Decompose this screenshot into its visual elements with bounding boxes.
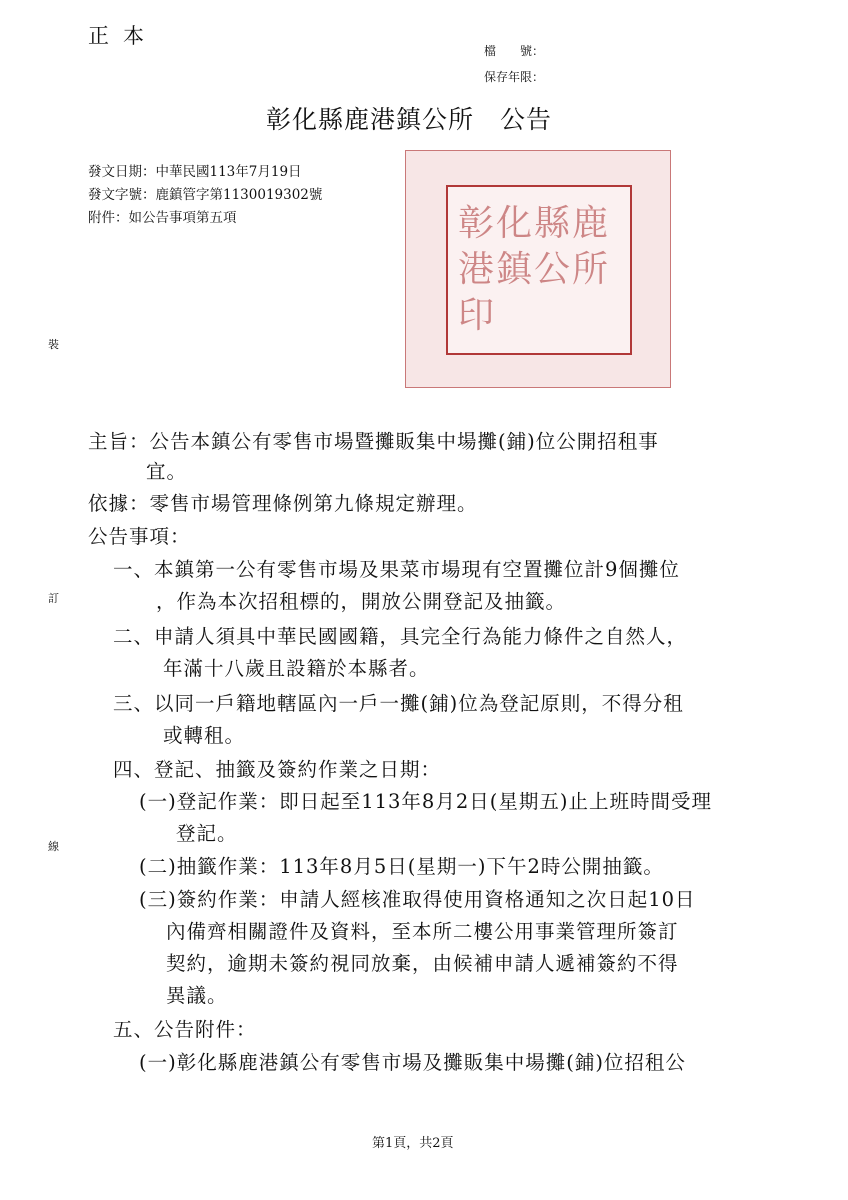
page-title: 彰化縣鹿港鎮公所 公告	[266, 105, 553, 134]
seal-border	[446, 185, 632, 355]
doc-number: 發文字號：鹿鎮管字第1130019302號	[88, 187, 323, 203]
item4-heading: 四、登記、抽籤及簽約作業之日期：	[113, 758, 442, 781]
subject-line-1: 主旨：公告本鎮公有零售市場暨攤販集中場攤(鋪)位公開招租事	[88, 430, 659, 453]
item4a-line-2: 登記。	[176, 822, 238, 845]
binding-mark-ding: 訂	[48, 592, 59, 605]
file-number-label: 檔 號：	[484, 44, 545, 58]
page-number: 第1頁，共2頁	[372, 1136, 454, 1151]
subject-line-2: 宜。	[146, 460, 188, 483]
item3-line-2: 或轉租。	[163, 724, 246, 747]
official-seal	[405, 150, 671, 388]
binding-mark-xian: 線	[48, 840, 59, 853]
item4c-line-4: 異議。	[166, 984, 228, 1007]
item4c-line-3: 契約，逾期未簽約視同放棄，由候補申請人遞補簽約不得	[166, 952, 679, 975]
item5a-line: (一)彰化縣鹿港鎮公有零售市場及攤販集中場攤(鋪)位招租公	[139, 1051, 686, 1074]
attachment-note: 附件：如公告事項第五項	[88, 210, 237, 226]
item1-line-1: 一、本鎮第一公有零售市場及果菜市場現有空置攤位計9個攤位	[113, 558, 680, 581]
item3-line-1: 三、以同一戶籍地轄區內一戶一攤(鋪)位為登記原則，不得分租	[113, 692, 684, 715]
item4b-line: (二)抽籤作業：113年8月5日(星期一)下午2時公開抽籤。	[139, 855, 664, 878]
retention-label: 保存年限：	[484, 70, 545, 84]
issue-date: 發文日期：中華民國113年7月19日	[88, 164, 302, 180]
copy-mark: 正本	[88, 24, 158, 48]
item5-heading: 五、公告附件：	[113, 1018, 257, 1041]
item4c-line-1: (三)簽約作業：申請人經核准取得使用資格通知之次日起10日	[139, 888, 696, 911]
binding-mark-zhuang: 裝	[48, 338, 59, 351]
item4c-line-2: 內備齊相關證件及資料，至本所二樓公用事業管理所簽訂	[166, 920, 679, 943]
basis-line: 依據：零售市場管理條例第九條規定辦理。	[88, 492, 478, 515]
items-heading: 公告事項：	[88, 525, 191, 548]
item2-line-2: 年滿十八歲且設籍於本縣者。	[163, 657, 430, 680]
item1-line-2: ，作為本次招租標的，開放公開登記及抽籤。	[156, 590, 567, 613]
item4a-line-1: (一)登記作業：即日起至113年8月2日(星期五)止上班時間受理	[139, 790, 712, 813]
item2-line-1: 二、申請人須具中華民國國籍，具完全行為能力條件之自然人，	[113, 625, 688, 648]
seal-text: 彰化縣鹿港鎮公所印	[458, 203, 611, 336]
